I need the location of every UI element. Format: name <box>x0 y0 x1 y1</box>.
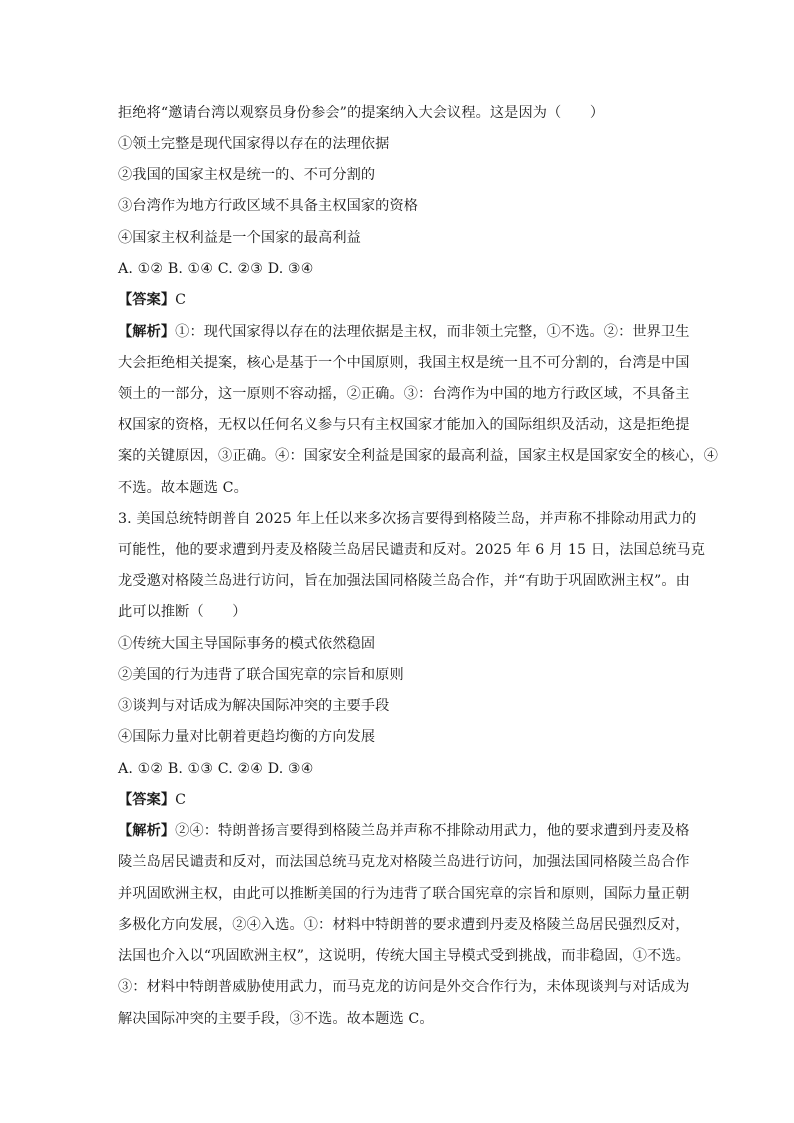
q3-analysis-text-1: ②④：特朗普扬言要得到格陵兰岛并声称不排除动用武力，他的要求遭到丹麦及格 <box>175 823 690 839</box>
q3-stem-line-3: 龙受邀对格陵兰岛进行访问，旨在加强法国同格陵兰岛合作，并“有助于巩固欧洲主权”。由 <box>118 573 690 589</box>
q3-answer-value: C <box>175 792 187 808</box>
q3-option-2: ②美国的行为违背了联合国宪章的宗旨和原则 <box>118 667 404 683</box>
q2-stem: 拒绝将“邀请台湾以观察员身份参会”的提案纳入大会议程。这是因为（ ） <box>118 105 605 121</box>
q2-analysis-line-3: 领土的一部分，这一原则不容动摇，②正确。③：台湾作为中国的地方行政区域，不具备主 <box>118 386 690 402</box>
q2-analysis-line-5: 案的关键原因，③正确。④：国家安全利益是国家的最高利益，国家主权是国家安全的核心，④ <box>118 448 719 464</box>
q3-option-4: ④国际力量对比朝着更趋均衡的方向发展 <box>118 729 376 745</box>
q2-option-4: ④国家主权利益是一个国家的最高利益 <box>118 230 361 246</box>
q3-analysis-label: 【解析】 <box>118 823 176 839</box>
q2-option-3: ③台湾作为地方行政区域不具备主权国家的资格 <box>118 198 419 214</box>
q3-option-3: ③谈判与对话成为解决国际冲突的主要手段 <box>118 698 390 714</box>
q3-analysis-line-3: 并巩固欧洲主权，由此可以推断美国的行为违背了联合国宪章的宗旨和原则，国际力量正朝 <box>118 886 690 902</box>
q3-analysis-line-1 <box>118 821 690 841</box>
q3-answer <box>118 790 678 810</box>
q2-analysis-line-6: 不选。故本题选 C。 <box>118 480 248 496</box>
q3-option-1: ①传统大国主导国际事务的模式依然稳固 <box>118 636 376 652</box>
q3-stem-line-4: 此可以推断（ ） <box>118 604 247 620</box>
q3-analysis-line-7: 解决国际冲突的主要手段，③不选。故本题选 C。 <box>118 1011 434 1027</box>
q3-answer-label: 【答案】 <box>118 792 176 808</box>
q3-stem-line-1: 3. 美国总统特朗普自 2025 年上任以来多次扬言要得到格陵兰岛，并声称不排除动用武力的 <box>118 511 697 527</box>
q2-analysis-text-1: ①：现代国家得以存在的法理依据是主权，而非领土完整，①不选。②：世界卫生 <box>175 324 690 340</box>
q2-answer-value: C <box>175 292 187 308</box>
q2-option-1: ①领土完整是现代国家得以存在的法理依据 <box>118 136 390 152</box>
q2-choices: A. ①② B. ①④ C. ②③ D. ③④ <box>118 261 314 277</box>
q2-answer-label: 【答案】 <box>118 292 176 308</box>
q3-analysis-line-5: 法国也介入以“巩固欧洲主权”，这说明，传统大国主导模式受到挑战，而非稳固，①不选。 <box>118 948 690 964</box>
q2-analysis-line-1 <box>118 322 690 342</box>
q2-analysis-label: 【解析】 <box>118 324 176 340</box>
q3-analysis-line-4: 多极化方向发展，②④入选。①：材料中特朗普的要求遭到丹麦及格陵兰岛居民强烈反对， <box>118 917 690 933</box>
q3-analysis-line-6: ③：材料中特朗普威胁使用武力，而马克龙的访问是外交合作行为，未体现谈判与对话成为 <box>118 979 690 995</box>
q3-stem-line-2: 可能性，他的要求遭到丹麦及格陵兰岛居民谴责和反对。2025 年 6 月 15 日，法国总统马克 <box>118 542 705 558</box>
q2-analysis-line-4: 权国家的资格，无权以任何名义参与只有主权国家才能加入的国际组织及活动，这是拒绝提 <box>118 417 690 433</box>
q2-option-2: ②我国的国家主权是统一的、不可分割的 <box>118 167 376 183</box>
q3-choices: A. ①② B. ①③ C. ②④ D. ③④ <box>118 761 314 777</box>
q2-analysis-line-2: 大会拒绝相关提案，核心是基于一个中国原则，我国主权是统一且不可分割的，台湾是中国 <box>118 355 690 371</box>
q2-answer <box>118 290 678 310</box>
q3-analysis-line-2: 陵兰岛居民谴责和反对，而法国总统马克龙对格陵兰岛进行访问，加强法国同格陵兰岛合作 <box>118 854 690 870</box>
